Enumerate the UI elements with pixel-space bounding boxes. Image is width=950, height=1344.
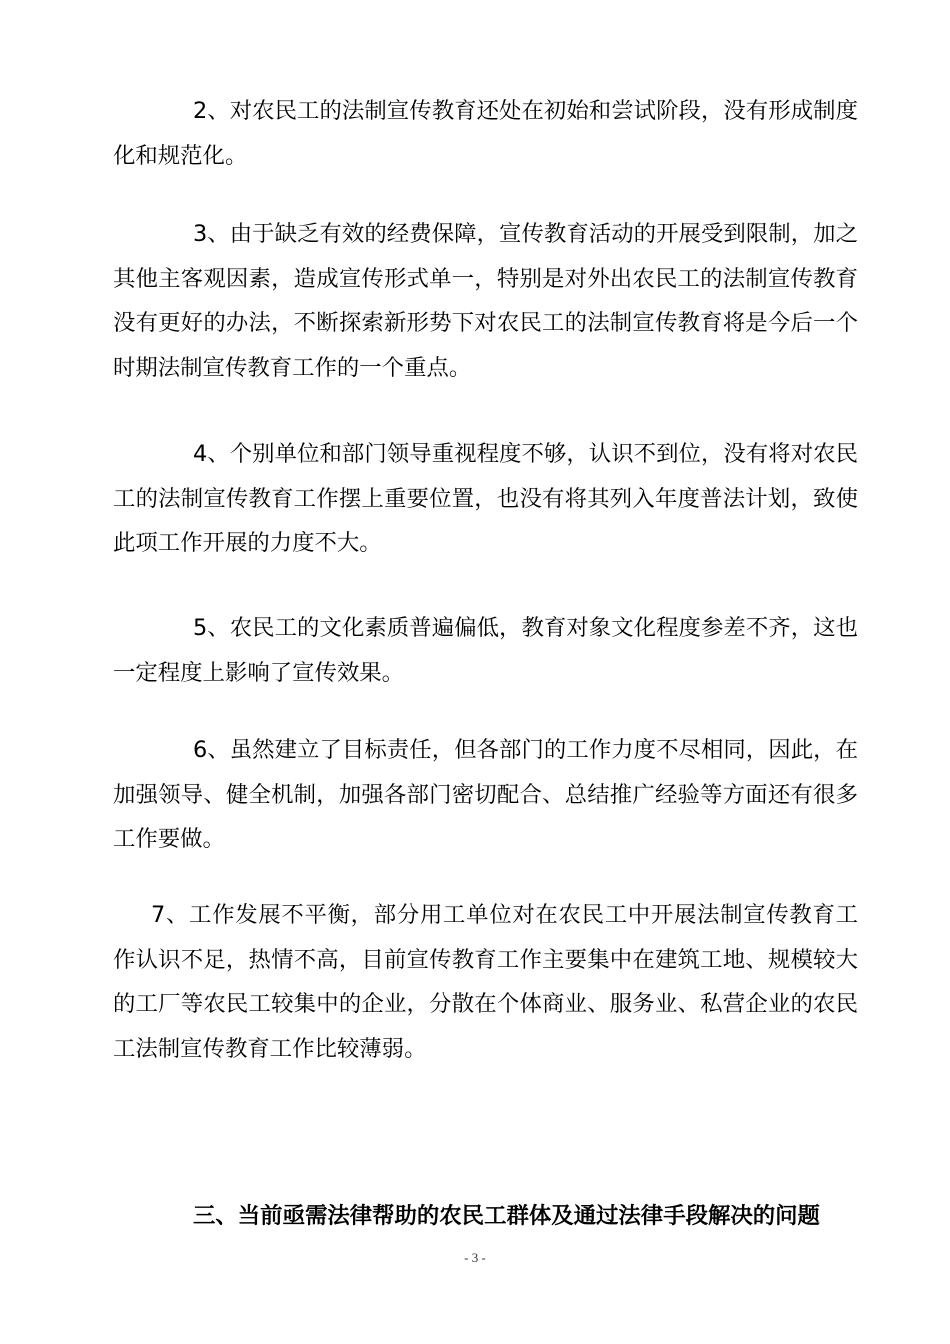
paragraph-item-5: 5、农民工的文化素质普遍偏低，教育对象文化程度参差不齐，这也一定程度上影响了宣传效果。 [113, 615, 858, 686]
paragraph-item-2: 2、对农民工的法制宣传教育还处在初始和尝试阶段，没有形成制度化和规范化。 [113, 98, 858, 169]
section-heading: 三、当前亟需法律帮助的农民工群体及通过法律手段解决的问题 [193, 1203, 820, 1229]
page-number: - 3 - [464, 1250, 486, 1265]
paragraph-item-7: 7、工作发展不平衡，部分用工单位对在农民工中开展法制宣传教育工作认识不足，热情不高，目前宣传教育工作主要集中在建筑工地、规模较大的工厂等农民工较集中的企业，分散在个体商业、服务业、私营企业的农民工法制宣传教育工作比较薄弱。 [113, 902, 858, 1062]
paragraph-item-6: 6、虽然建立了目标责任，但各部门的工作力度不尽相同，因此，在加强领导、健全机制，加强各部门密切配合、总结推广经验等方面还有很多工作要做。 [113, 737, 858, 852]
paragraph-item-4: 4、个别单位和部门领导重视程度不够，认识不到位，没有将对农民工的法制宣传教育工作摆上重要位置，也没有将其列入年度普法计划，致使此项工作开展的力度不大。 [113, 441, 858, 556]
paragraph-item-3: 3、由于缺乏有效的经费保障，宣传教育活动的开展受到限制，加之其他主客观因素，造成宣传形式单一，特别是对外出农民工的法制宣传教育没有更好的办法，不断探索新形势下对农民工的法制宣传教育将是今后一个时期法制宣传教育工作的一个重点。 [113, 221, 858, 381]
